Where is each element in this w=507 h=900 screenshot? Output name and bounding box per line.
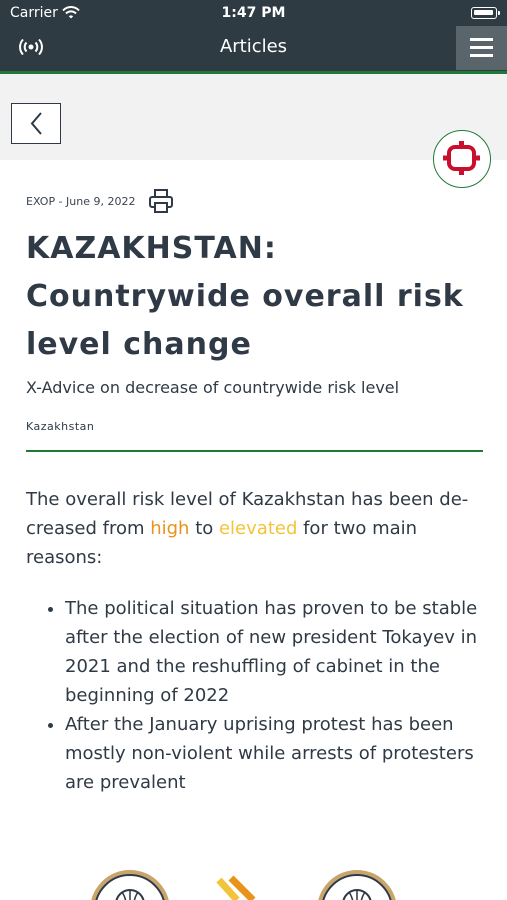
body-text: to — [189, 518, 219, 539]
carrier-label: Carrier — [10, 5, 58, 21]
reasons-list — [26, 594, 486, 797]
body-text: reasons: — [26, 547, 103, 568]
headline-line: KAZAKHSTAN: — [26, 231, 277, 266]
section-divider — [26, 450, 483, 452]
risk-level-high: high — [150, 518, 190, 539]
hamburger-line — [470, 54, 493, 57]
toolbar-band — [0, 74, 507, 160]
risk-level-elevated: elevated — [218, 518, 298, 539]
print-icon[interactable] — [148, 188, 174, 215]
exop-logo-icon — [434, 131, 489, 186]
hamburger-line — [470, 46, 493, 49]
back-button[interactable] — [11, 103, 61, 144]
headline-line: Countrywide overall risk — [26, 279, 464, 314]
hamburger-menu-icon — [470, 38, 493, 41]
app-header — [0, 0, 507, 71]
globe-icon[interactable] — [315, 868, 399, 900]
body-text: The overall risk level of Kazakhstan has been de- — [26, 489, 469, 510]
risk-stripes-icon — [215, 868, 267, 900]
hamburger-menu-button[interactable] — [456, 26, 507, 70]
battery-icon — [471, 7, 497, 19]
article-headline — [26, 225, 486, 369]
list-item: • After the January uprising protest has been mostly non-violent while arrests of protesters are prevalent — [65, 710, 486, 797]
status-time: 1:47 PM — [221, 5, 286, 21]
battery-tip — [498, 11, 500, 15]
body-text: for two main — [297, 518, 418, 539]
headline-line: level change — [26, 327, 252, 362]
article-subtitle: X-Advice on decrease of countrywide risk level — [26, 378, 400, 397]
article-body — [26, 485, 486, 572]
body-text: creased from — [26, 518, 151, 539]
back-chevron-icon — [12, 104, 60, 143]
page-title: Articles — [219, 36, 288, 57]
article-meta: EXOP - June 9, 2022 — [26, 195, 136, 208]
list-item: • The political situation has proven to be stable after the election of new president Tokayev in 2021 and the reshuffling of cabinet in the beginning of 2022 — [65, 594, 486, 710]
globe-icon[interactable] — [88, 868, 172, 900]
exop-logo — [433, 130, 491, 188]
country-tag[interactable]: Kazakhstan — [26, 420, 95, 433]
